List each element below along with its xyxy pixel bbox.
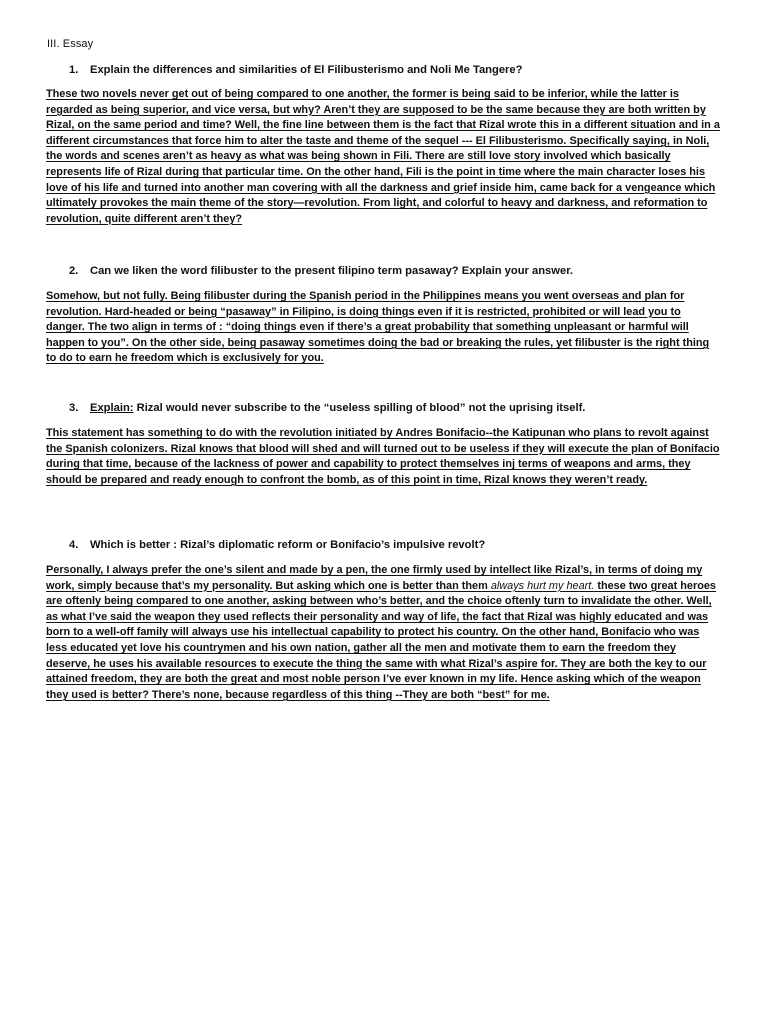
question-3-prefix: Explain:	[90, 402, 134, 414]
answer-1: These two novels never get out of being compared to one another, the former is being said to be inferior, while the latter is regarded as being superior, and vice versa, but why? Aren’t they are supposed to be the same because they are both written by Rizal, on the same period and time? Well, the fine line between them is the fact that Rizal wrote this in a different situation and in a different circumstances that force him to alter the taste and theme of the sequel --- El Filibusterismo. Specifically saying, in Noli, the words and scenes aren’t as heavy as what was being shown in Fili. There are still love story involved which basically represents life of Rizal during that particular time. On the other hand, Fili is the point in time where the main character loses his love of his life and turned into another man covering with all the darkness and grief inside him, came back for a vengeance which ultimately provokes the main theme of the story—revolution. From light, and colorful to heavy and darkness, and reformation to revolution, quite different aren’t they?	[46, 88, 720, 225]
question-4-number: 4.	[69, 539, 79, 551]
answer-3: This statement has something to do with the revolution initiated by Andres Bonifacio--the Katipunan who plans to revolt against the Spanish colonizers. Rizal knows that blood will shed and will turned out to be useless if they will execute the plan of Bonifacio during that time, because of the lackness of power and capability to protect themselves inj terms of weapons and arms, they should be prepared and ready enough to confront the bomb, as of this point in time, Rizal knows they weren’t ready.	[46, 427, 720, 486]
question-1-number: 1.	[69, 64, 79, 76]
question-3-text: Rizal would never subscribe to the “useless spilling of blood” not the uprising itself.	[133, 402, 586, 414]
answer-4	[46, 563, 722, 703]
section-title: III. Essay	[47, 38, 94, 50]
answer-4-italic: always hurt my heart.	[490, 579, 595, 592]
question-4-text: Which is better : Rizal’s diplomatic reform or Bonifacio’s impulsive revolt?	[90, 539, 486, 551]
question-3-number: 3.	[69, 402, 79, 414]
question-1	[69, 64, 522, 76]
question-2-number: 2.	[69, 265, 79, 277]
question-4	[69, 539, 485, 551]
answer-4-part-2: these two great heroes are oftenly being compared to one another, asking between who’s better, and the choice oftenly turn to invalidate the other. Well, as what I’ve said the weapon they used reflects their personality and way of life, the fact that Rizal was highly educated and was born to a well-off family will always use his intellectual capability to protect his country. On the other hand, Bonifacio who was less educated yet love his countrymen and his own nation, gather all the men and motivate them to earn the freedom they deserve, he uses his available resources to execute the thing the same with what Rizal’s aspire for. They are both the key to our attained freedom, they are both the great and most noble person I’ve ever known in my life. Hence asking which of the weapon they used is better? There’s none, because regardless of this thing --They are both “best” for me.	[46, 579, 716, 701]
answer-4-part-1: Personally, I always prefer the one’s silent and made by a pen, the one firmly used by intellect like Rizal’s, in terms of doing my work, simply because that’s my personality. But asking which one is better than them	[46, 564, 703, 592]
question-3	[69, 402, 585, 414]
question-2	[69, 265, 573, 277]
answer-2: Somehow, but not fully. Being filibuster during the Spanish period in the Philippines means you went overseas and plan for revolution. Hard-headed or being “pasaway” in Filipino, is doing things even if it is restricted, prohibited or will lead you to danger. The two align in terms of : “doing things even if there’s a great probability that something unpleasant or harmful will happen to you”. On the other side, being pasaway sometimes doing the bad or breaking the rules, yet filibuster is the right thing to do to earn he freedom which is exclusively for you.	[46, 290, 710, 365]
question-1-text: Explain the differences and similarities of El Filibusterismo and Noli Me Tangere?	[90, 64, 523, 76]
question-2-text: Can we liken the word filibuster to the present filipino term pasaway? Explain your answer.	[90, 265, 574, 277]
